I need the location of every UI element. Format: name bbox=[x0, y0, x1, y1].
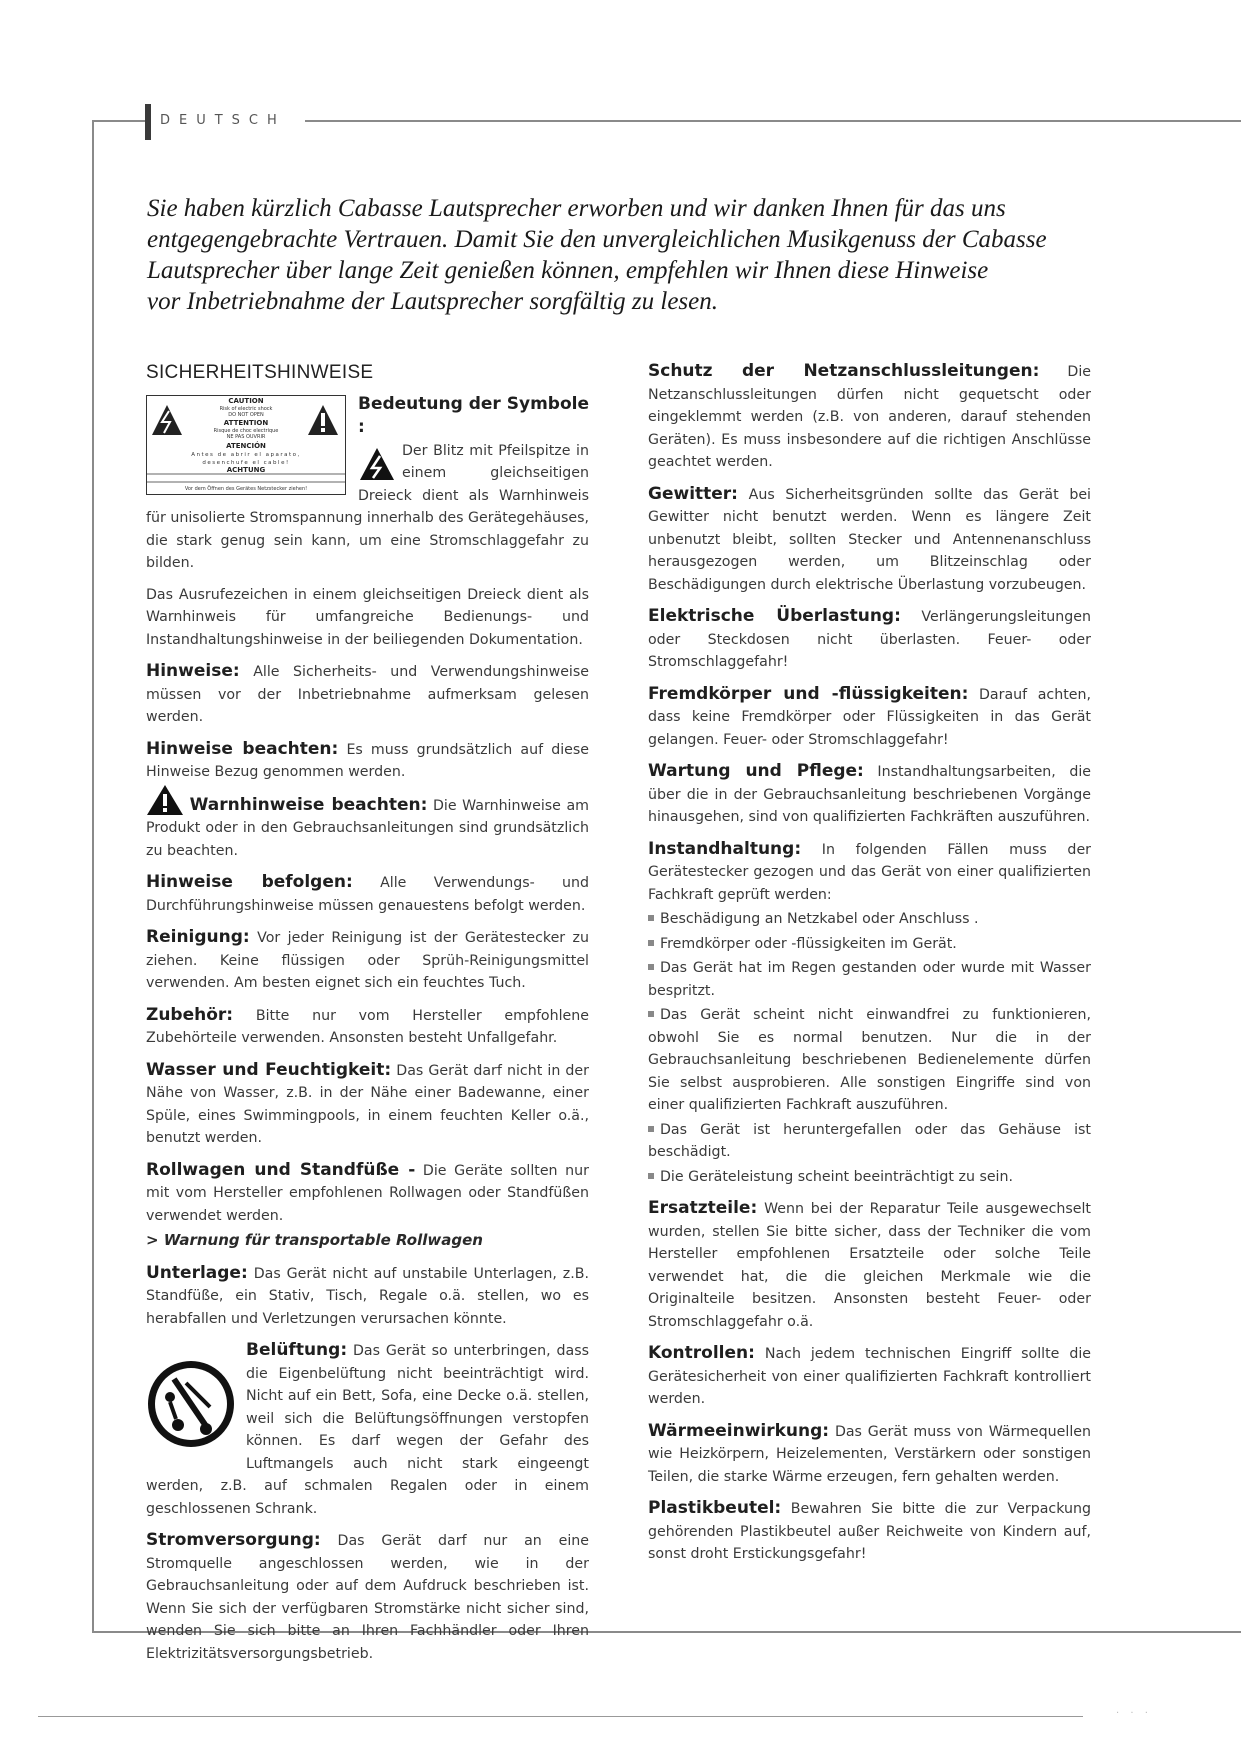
gewitter-paragraph bbox=[648, 483, 1091, 597]
instand-item-text: Das Gerät hat im Regen gestanden oder wurde mit Wasser bespritzt. bbox=[648, 960, 1091, 999]
instand-item-text: Das Gerät ist heruntergefallen oder das Gehäuse ist beschädigt. bbox=[648, 1121, 1091, 1160]
befolgen-paragraph bbox=[146, 871, 589, 917]
bullet-square-icon bbox=[648, 940, 654, 946]
ausrufezeichen-paragraph: Das Ausrufezeichen in einem gleichseitigen Dreieck dient als Warnhinweis für umfangreiche Bedienungs- und Instandhaltungshinweise in der beiliegenden Dokumentation. bbox=[146, 586, 589, 648]
exclamation-warning-icon bbox=[146, 784, 184, 816]
belueftung-paragraph bbox=[146, 1339, 589, 1520]
rollwagen-warning-link[interactable]: > Warnung für transportable Rollwagen bbox=[146, 1231, 483, 1249]
label-risque-fr: Risque de choc electrique bbox=[213, 427, 279, 434]
unterlage-paragraph bbox=[146, 1262, 589, 1331]
wartung-heading: Wartung und Pflege: bbox=[648, 761, 864, 781]
zubehoer-text: Bitte nur vom Hersteller empfohlene Zubehörteile verwenden. Ansonsten besteht Unfallgefahr. bbox=[146, 1007, 589, 1046]
page-frame-left bbox=[92, 120, 94, 1632]
rollwagen-link-paragraph bbox=[146, 1229, 589, 1253]
ueberlastung-text: Verlängerungsleitungen oder Steckdosen nicht überlasten. Feuer- oder Stromschlaggefahr! bbox=[648, 609, 1091, 670]
list-item bbox=[648, 1004, 1091, 1117]
zubehoer-heading: Zubehör: bbox=[146, 1004, 234, 1025]
instand-heading: Instandhaltung: bbox=[648, 838, 802, 859]
instand-paragraph bbox=[648, 838, 1091, 907]
plastik-text: Bewahren Sie bitte die zur Verpackung gehörenden Plastikbeutel außer Reichweite von Kindern auf, sonst droht Erstickungsgefahr! bbox=[648, 1501, 1091, 1562]
symbole-heading: Bedeutung der Symbole : bbox=[358, 393, 589, 437]
intro-paragraph bbox=[147, 193, 1077, 317]
list-item bbox=[648, 933, 1091, 956]
waerme-text: Das Gerät muss von Wärmequellen wie Heizkörpern, Heizelementen, Verstärkern oder sonstigen Teilen, die starke Wärme erzeugen, fern gehalten werden. bbox=[648, 1423, 1091, 1485]
label-ne-pas-ouvrir: NE PAS OUVRIR bbox=[226, 433, 266, 440]
wasser-paragraph bbox=[146, 1059, 589, 1150]
bullet-square-icon bbox=[648, 915, 654, 921]
warnhinweise-paragraph bbox=[146, 784, 589, 863]
strom-heading: Stromversorgung: bbox=[146, 1530, 321, 1550]
rollwagen-heading: Rollwagen und Standfüße - bbox=[146, 1159, 416, 1180]
section-title: SICHERHEITSHINWEISE bbox=[146, 362, 374, 383]
page-frame-top bbox=[92, 120, 146, 122]
label-antes-es: Antes de abrir el aparato, bbox=[191, 451, 301, 458]
intro-line: entgegengebrachte Vertrauen. Damit Sie den unvergleichlichen Musikgenuss der Cabasse bbox=[147, 226, 1047, 253]
fremd-text: Darauf achten, dass keine Fremdkörper oder Flüssigkeiten in das Gerät gelangen. Feuer- oder Stromschlaggefahr! bbox=[648, 686, 1091, 748]
gewitter-text: Aus Sicherheitsgründen sollte das Gerät bei Gewitter nicht benutzt werden. Wenn es längere Zeit unbenutzt bleibt, sollten Stecker und Antennenanschluss herausgezogen werden, um Blitzeinschlag oder Beschädigungen durch elektrische Überlastung vorzubeugen. bbox=[648, 486, 1091, 593]
list-item bbox=[648, 957, 1091, 1002]
label-atencion: ATENCIÓN bbox=[226, 441, 266, 450]
label-vor-dem-de: Vor dem Öffnen des Gerätes Netzstecker ziehen! bbox=[184, 485, 308, 492]
fremd-heading: Fremdkörper und -flüssigkeiten: bbox=[648, 683, 969, 704]
instand-text: In folgenden Fällen muss der Gerätestecker gezogen und das Gerät von einer qualifizierten Fachkraft geprüft werden: bbox=[648, 841, 1091, 903]
kontrollen-text: Nach jedem technischen Eingriff sollte die Gerätesicherheit von einer qualifizierten Fachkraft kontrolliert werden. bbox=[648, 1346, 1091, 1407]
kontrollen-heading: Kontrollen: bbox=[648, 1343, 755, 1363]
symbole-text: Der Blitz mit Pfeilspitze in einem gleichseitigen Dreieck dient als Warnhinweis für unisolierte Stromspannung innerhalb des Gerätegehäuses, die stark genug sein kann, um eine Stromschlaggefahr zu bilden. bbox=[146, 442, 589, 571]
footer-rule bbox=[38, 1716, 1083, 1717]
label-caution: CAUTION bbox=[228, 396, 264, 405]
hinweise-text: Alle Sicherheits- und Verwendungshinweise müssen vor der Inbetriebnahme aufmerksam gelesen werden. bbox=[146, 664, 589, 725]
rollwagen-paragraph bbox=[146, 1159, 589, 1228]
label-attention: ATTENTION bbox=[223, 418, 269, 427]
list-item bbox=[648, 908, 1091, 931]
intro-line: Sie haben kürzlich Cabasse Lautsprecher erworben und wir danken Ihnen für das uns bbox=[147, 195, 1006, 222]
unterlage-text: Das Gerät nicht auf unstabile Unterlagen, z.B. Standfüße, ein Stativ, Tisch, Regale o.ä. stellen, wo es herabfallen und Verletzungen verursachen könnte. bbox=[146, 1265, 589, 1327]
strom-text: Das Gerät darf nur an eine Stromquelle angeschlossen werden, wie in der Gebrauchsanleitung oder auf dem Aufdruck beschrieben ist. Wenn Sie sich der verfügbaren Stromstärke nicht sicher sind, wenden Sie sich bitte an Ihren Fachhändler oder Ihren Elektrizitätsversorgungsbetrieb. bbox=[146, 1533, 590, 1662]
language-label: DEUTSCH bbox=[160, 113, 286, 128]
bullet-square-icon bbox=[648, 964, 654, 970]
ersatz-text: Wenn bei der Reparatur Teile ausgewechselt wurden, stellen Sie bitte sicher, dass der Techniker die vom Hersteller empfohlenen Ersatzteile oder solche Teile verwendet hat, die die gleichen Merkmale wie die Originalteile besitzen. Ansonsten besteht Feuer- oder Stromschlaggefahr o.ä. bbox=[648, 1201, 1091, 1330]
netz-text: Die Netzanschlussleitungen dürfen nicht gequetscht oder eingeklemmt werden (z.B. von anderen, darauf stehenden Geräten). Es muss insbesondere auf die richtigen Anschlüsse geachtet werden. bbox=[648, 364, 1091, 470]
beachten-text: Es muss grundsätzlich auf diese Hinweise Bezug genommen werden. bbox=[146, 741, 589, 780]
plastik-paragraph bbox=[648, 1497, 1091, 1566]
kontrollen-paragraph bbox=[648, 1342, 1091, 1411]
unterlage-heading: Unterlage: bbox=[146, 1262, 248, 1283]
waerme-paragraph bbox=[648, 1420, 1091, 1489]
gewitter-heading: Gewitter: bbox=[648, 483, 738, 504]
wartung-paragraph bbox=[648, 760, 1091, 829]
label-risk-en: Risk of electric shock bbox=[219, 405, 273, 412]
reinigung-heading: Reinigung: bbox=[146, 927, 250, 947]
language-marker bbox=[145, 104, 151, 140]
intro-line: vor Inbetriebnahme der Lautsprecher sorgfältig zu lesen. bbox=[147, 288, 718, 315]
label-achtung: ACHTUNG bbox=[226, 465, 266, 474]
ersatz-paragraph bbox=[648, 1197, 1091, 1333]
ueberlastung-paragraph bbox=[648, 605, 1091, 674]
list-item bbox=[648, 1119, 1091, 1164]
instand-item-text: Fremdkörper oder -flüssigkeiten im Gerät. bbox=[660, 935, 957, 952]
befolgen-text: Alle Verwendungs- und Durchführungshinweise müssen genauestens befolgt werden. bbox=[146, 875, 589, 914]
footer-marks: · · · bbox=[1116, 1708, 1152, 1719]
label-do-not-open: DO NOT OPEN bbox=[228, 411, 264, 418]
plastik-heading: Plastikbeutel: bbox=[648, 1498, 782, 1518]
netz-paragraph bbox=[648, 360, 1091, 474]
strom-paragraph bbox=[146, 1529, 589, 1665]
hinweise-paragraph bbox=[146, 660, 589, 729]
symbole-paragraph bbox=[146, 393, 589, 575]
waerme-heading: Wärmeeinwirkung: bbox=[648, 1420, 830, 1441]
intro-line: Lautsprecher über lange Zeit genießen können, empfehlen wir Ihnen diese Hinweise bbox=[147, 257, 989, 284]
label-desenchufe-es: desenchufe el cable! bbox=[202, 459, 290, 466]
instand-item-text: Die Geräteleistung scheint beeinträchtigt zu sein. bbox=[660, 1168, 1014, 1185]
wasser-text: Das Gerät darf nicht in der Nähe von Wasser, z.B. in der Nähe einer Badewanne, einer Spüle, eines Swimmingpools, in einem feuchten Keller o.ä., benutzt werden. bbox=[146, 1062, 589, 1146]
netz-heading: Schutz der Netzanschlussleitungen: bbox=[648, 361, 1040, 381]
warnhinweise-text: Die Warnhinweise am Produkt oder in den Gebrauchsanleitungen sind grundsätzlich zu beachten. bbox=[146, 797, 590, 859]
hinweise-heading: Hinweise: bbox=[146, 661, 240, 681]
zubehoer-paragraph bbox=[146, 1004, 589, 1050]
reinigung-text: Vor jeder Reinigung ist der Gerätestecker zu ziehen. Keine flüssigen oder Sprüh-Reinigungsmittel verwenden. Am besten eignet sich ein feuchtes Tuch. bbox=[146, 930, 589, 991]
instand-item-text: Beschädigung an Netzkabel oder Anschluss . bbox=[660, 911, 979, 927]
belueftung-heading: Belüftung: bbox=[246, 1340, 348, 1360]
bullet-square-icon bbox=[648, 1011, 654, 1017]
ersatz-heading: Ersatzteile: bbox=[648, 1198, 758, 1218]
belueftung-text: Das Gerät so unterbringen, dass die Eigenbelüftung nicht beeinträchtigt wird. Nicht auf ein Bett, Sofa, eine Decke o.ä. stellen, weil sich die Belüftungsöffnungen verstopfen können. Es darf wegen der Gefahr des Luftmangels auch nicht stark eingeengt werden, z.B. auf schmalen Regalen oder in einem geschlossenen Schrank. bbox=[146, 1343, 589, 1517]
bullet-square-icon bbox=[648, 1173, 654, 1179]
instand-item-text: Das Gerät scheint nicht einwandfrei zu funktionieren, obwohl Sie es normal benutzen. Nur die in der Gebrauchsanleitung beschriebenen Bedienelemente dürfen Sie selbst ausprobieren. Alle sonstigen Eingriffe sind von einer qualifizierten Fachkraft auszuführen. bbox=[648, 1007, 1091, 1113]
list-item bbox=[648, 1166, 1091, 1189]
lightning-warning-icon bbox=[358, 446, 396, 482]
header-rule bbox=[305, 120, 1241, 122]
ueberlastung-heading: Elektrische Überlastung: bbox=[648, 606, 901, 626]
beachten-paragraph bbox=[146, 738, 589, 784]
left-column bbox=[146, 362, 589, 1674]
reinigung-paragraph bbox=[146, 926, 589, 995]
rollwagen-text: Die Geräte sollten nur mit vom Hersteller empfohlenen Rollwagen oder Standfüßen verwendet werden. bbox=[146, 1162, 589, 1224]
caution-label-icon bbox=[146, 395, 346, 495]
wartung-text: Instandhaltungsarbeiten, die über die in der Gebrauchsanleitung beschriebenen Vorgänge hinausgehen, sind von qualifizierten Fachkräften auszuführen. bbox=[648, 764, 1092, 825]
wasser-heading: Wasser und Feuchtigkeit: bbox=[146, 1059, 392, 1080]
fremd-paragraph bbox=[648, 683, 1091, 752]
befolgen-heading: Hinweise befolgen: bbox=[146, 872, 353, 892]
cart-tipover-warning-icon bbox=[146, 1359, 236, 1449]
bullet-square-icon bbox=[648, 1126, 654, 1132]
right-column bbox=[648, 360, 1091, 1575]
beachten-heading: Hinweise beachten: bbox=[146, 738, 339, 759]
warnhinweise-heading: Warnhinweise beachten: bbox=[189, 794, 428, 815]
